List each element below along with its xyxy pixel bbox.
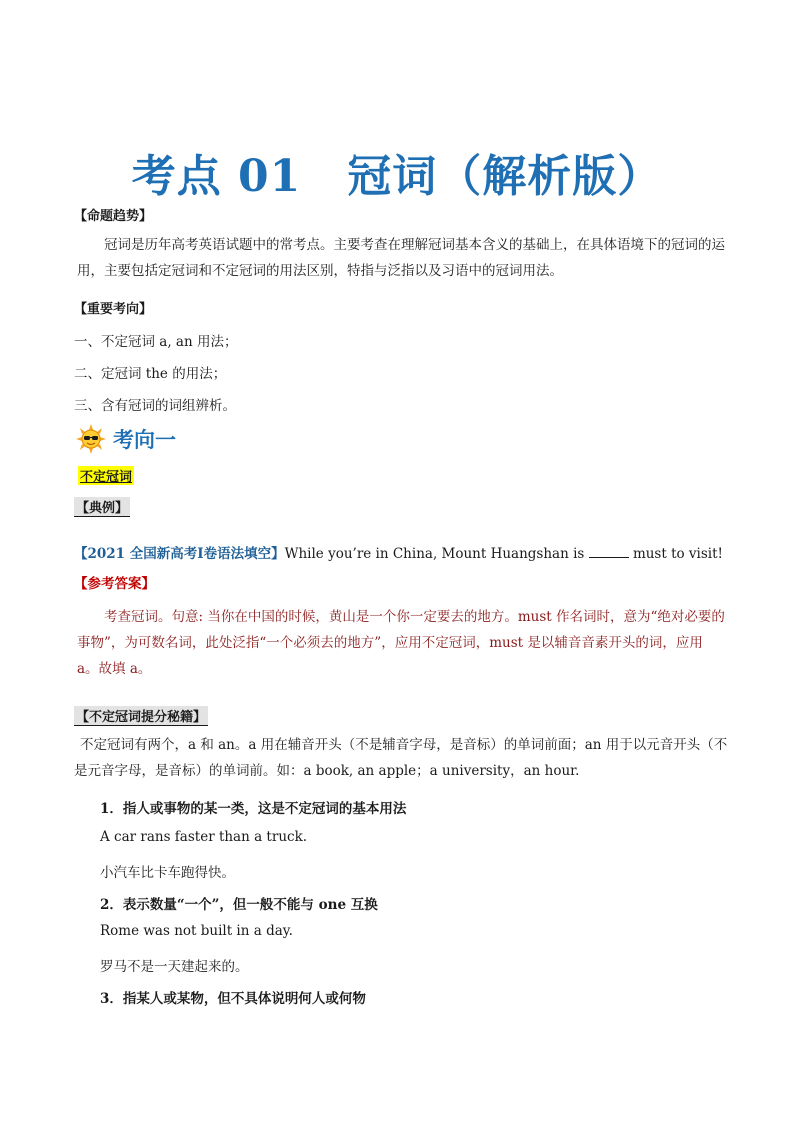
rule-2-example-en: Rome was not built in a day. (100, 923, 293, 939)
trend-heading: 【命题趋势】 (74, 209, 153, 224)
example-heading: 【典例】 (74, 497, 130, 517)
rule-1-example-zh: 小汽车比卡车跑得快。 (100, 865, 235, 881)
example-text-after: must to visit! (632, 546, 723, 562)
focus-item-1: 一、不定冠词 a, an 用法； (74, 334, 238, 350)
focus-item-3: 三、含有冠词的词组辨析。 (74, 398, 236, 414)
sun-with-sunglasses-icon (74, 424, 108, 454)
rule-1-example-en: A car rans faster than a truck. (100, 829, 308, 845)
focus-heading: 【重要考向】 (74, 302, 153, 317)
trend-paragraph: 冠词是历年高考英语试题中的常考点。主要考查在理解冠词基本含义的基础上，在具体语境下的冠词的运用，主要包括定冠词和不定冠词的用法区别，特指与泛指以及习语中的冠词用法。 (77, 237, 725, 279)
tips-heading: 【不定冠词提分秘籍】 (74, 706, 208, 726)
example-text-before: While you’re in China, Mount Huangshan is (284, 546, 585, 562)
topic-highlight: 不定冠词 (78, 466, 134, 485)
page-title (0, 140, 794, 204)
title-part-topic: 冠词（解析版） (347, 151, 663, 202)
tips-intro: 不定冠词有两个，a 和 an。a 用在辅音开头（不是辅音字母，是音标）的单词前面；an 用于以元音开头（不是元音字母，是音标）的单词前。如：a book, an apple；a university，an hour. (74, 737, 728, 779)
rule-2-example-zh: 罗马不是一天建起来的。 (100, 959, 249, 975)
example-question (74, 541, 723, 567)
rule-1-title: 1．指人或事物的某一类，这是不定冠词的基本用法 (100, 801, 407, 817)
example-source: 【2021 全国新高考Ⅰ卷语法填空】 (74, 546, 285, 562)
rule-3-title: 3．指某人或某物，但不具体说明何人或何物 (100, 991, 366, 1007)
rule-2-title: 2．表示数量“一个”，但一般不能与 one 互换 (100, 897, 378, 913)
section-title: 考向一 (113, 427, 176, 452)
answer-paragraph: 考查冠词。句意: 当你在中国的时候，黄山是一个你一定要去的地方。must 作名词时，意为“绝对必要的事物”，为可数名词，此处泛指“一个必须去的地方”，应用不定冠词，must 是以辅音音素开头的词，应用 a。故填 a。 (77, 609, 725, 677)
focus-item-2: 二、定冠词 the 的用法； (74, 366, 227, 382)
title-part-number: 考点 01 (131, 151, 302, 202)
answer-heading: 【参考答案】 (74, 576, 155, 592)
answer-blank (589, 545, 629, 558)
